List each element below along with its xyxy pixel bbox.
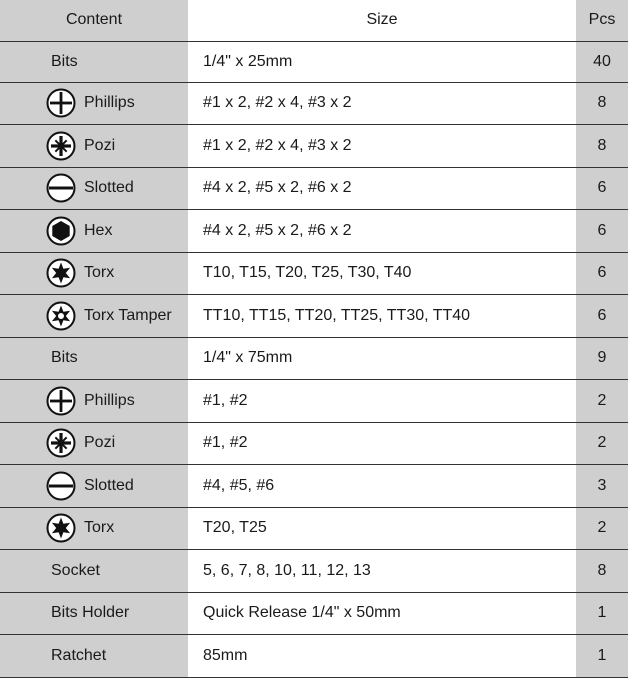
- size-cell: 1/4" x 25mm: [188, 41, 576, 82]
- content-cell: [0, 380, 188, 423]
- table-row: [0, 210, 628, 253]
- content-cell: [0, 507, 188, 550]
- content-cell: [0, 41, 188, 82]
- table-row: [0, 41, 628, 82]
- content-label: Hex: [84, 221, 113, 239]
- table-row: [0, 380, 628, 423]
- table-row: [0, 465, 628, 508]
- content-label: Bits: [51, 349, 78, 367]
- content-label: Bits Holder: [51, 604, 130, 622]
- pcs-cell: 8: [576, 125, 628, 168]
- table-row: [0, 82, 628, 125]
- table-row: [0, 125, 628, 168]
- hex-icon: [46, 216, 76, 246]
- size-cell: 85mm: [188, 635, 576, 678]
- header-size: Size: [188, 0, 576, 41]
- pcs-cell: 6: [576, 295, 628, 338]
- content-cell: [0, 337, 188, 380]
- content-cell: [0, 167, 188, 210]
- size-cell: #1 x 2, #2 x 4, #3 x 2: [188, 125, 576, 168]
- content-label: Torx Tamper: [84, 306, 172, 324]
- pcs-cell: 8: [576, 82, 628, 125]
- content-cell: [0, 465, 188, 508]
- size-cell: T10, T15, T20, T25, T30, T40: [188, 252, 576, 295]
- content-cell: [0, 125, 188, 168]
- pcs-cell: 6: [576, 252, 628, 295]
- slotted-icon: [46, 173, 76, 203]
- pcs-cell: 6: [576, 210, 628, 253]
- pcs-cell: 6: [576, 167, 628, 210]
- content-label: Phillips: [84, 94, 135, 112]
- phillips-icon: [46, 386, 76, 416]
- size-cell: #1 x 2, #2 x 4, #3 x 2: [188, 82, 576, 125]
- header-row: [0, 0, 628, 41]
- content-label: Torx: [84, 519, 115, 537]
- content-label: Bits: [51, 52, 78, 70]
- content-label: Pozi: [84, 434, 116, 452]
- pcs-cell: 2: [576, 380, 628, 423]
- content-label: Slotted: [84, 179, 134, 197]
- size-cell: 1/4" x 75mm: [188, 337, 576, 380]
- content-label: Ratchet: [51, 646, 107, 664]
- content-label: Torx: [84, 264, 115, 282]
- torx-tamper-icon: [46, 301, 76, 331]
- content-label: Pozi: [84, 136, 116, 154]
- table-row: [0, 252, 628, 295]
- size-cell: #4 x 2, #5 x 2, #6 x 2: [188, 210, 576, 253]
- size-cell: 5, 6, 7, 8, 10, 11, 12, 13: [188, 550, 576, 593]
- table-row: [0, 422, 628, 465]
- pcs-cell: 2: [576, 507, 628, 550]
- slotted-icon: [46, 471, 76, 501]
- pcs-cell: 1: [576, 592, 628, 635]
- content-cell: [0, 252, 188, 295]
- table-row: [0, 295, 628, 338]
- size-cell: Quick Release 1/4" x 50mm: [188, 592, 576, 635]
- content-label: Phillips: [84, 391, 135, 409]
- pcs-cell: 3: [576, 465, 628, 508]
- size-cell: #4 x 2, #5 x 2, #6 x 2: [188, 167, 576, 210]
- content-label: Slotted: [84, 476, 134, 494]
- size-cell: #1, #2: [188, 422, 576, 465]
- header-pcs: Pcs: [576, 0, 628, 41]
- content-cell: [0, 550, 188, 593]
- content-cell: [0, 422, 188, 465]
- content-label: Socket: [51, 561, 100, 579]
- table-row: [0, 337, 628, 380]
- pcs-cell: 9: [576, 337, 628, 380]
- torx-icon: [46, 258, 76, 288]
- content-cell: [0, 82, 188, 125]
- content-cell: [0, 295, 188, 338]
- size-cell: #1, #2: [188, 380, 576, 423]
- pozi-icon: [46, 428, 76, 458]
- content-cell: [0, 635, 188, 678]
- table-row: [0, 507, 628, 550]
- size-cell: #4, #5, #6: [188, 465, 576, 508]
- content-cell: [0, 592, 188, 635]
- table-row: [0, 167, 628, 210]
- phillips-icon: [46, 88, 76, 118]
- pcs-cell: 40: [576, 41, 628, 82]
- header-content: Content: [0, 0, 188, 41]
- content-cell: [0, 210, 188, 253]
- table-row: [0, 550, 628, 593]
- pozi-icon: [46, 131, 76, 161]
- pcs-cell: 1: [576, 635, 628, 678]
- size-cell: T20, T25: [188, 507, 576, 550]
- size-cell: TT10, TT15, TT20, TT25, TT30, TT40: [188, 295, 576, 338]
- torx-icon: [46, 513, 76, 543]
- pcs-cell: 8: [576, 550, 628, 593]
- table-row: [0, 635, 628, 678]
- table-row: [0, 592, 628, 635]
- pcs-cell: 2: [576, 422, 628, 465]
